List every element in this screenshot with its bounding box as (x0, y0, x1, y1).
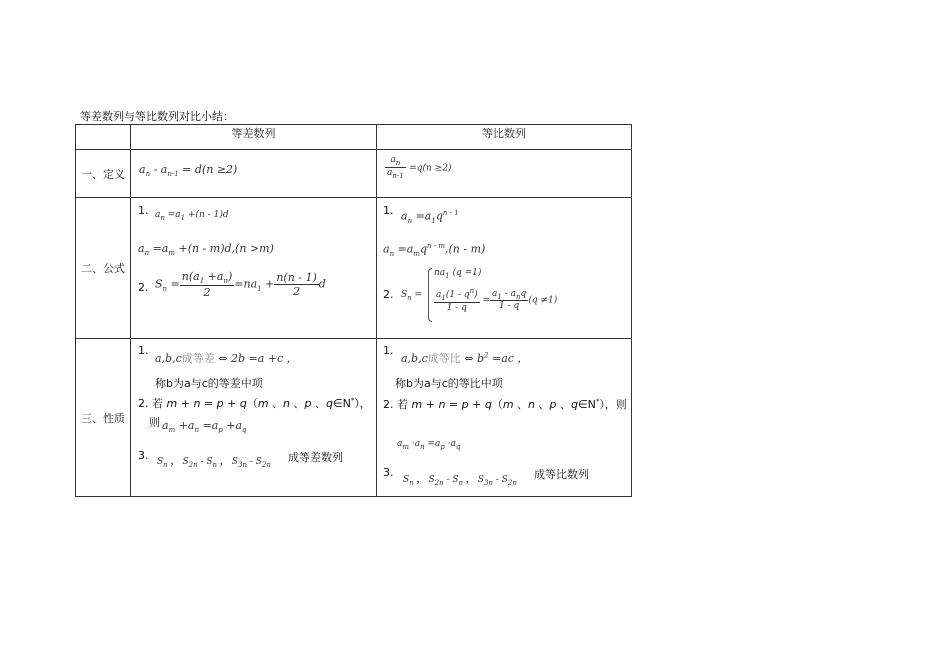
arith-property-1-number: 1. (138, 344, 149, 357)
geo-general-term-m: $a_n =a_mq^{n - m},(n - m)$ (383, 242, 486, 258)
arith-middle-term-note: 称b为a与c的等差中项 (155, 377, 263, 390)
formula-label: 二、公式 (76, 198, 131, 339)
definition-label: 一、定义 (76, 150, 131, 198)
header-geometric: 等比数列 (377, 125, 632, 150)
geo-middle-term-rule: a,b,c成等比 ⇔ $b^2 =ac$ ， (401, 351, 529, 365)
arith-general-term: $a_n =a_1 +(n - 1)d$ (155, 210, 229, 222)
arith-sum-formula: $S_n$ = $\frac{n(a_1 +a_n)}{2}$ $=na_1$ + $\frac{n(n - 1)}{2}$ d (155, 270, 326, 300)
definition-arithmetic-cell (131, 150, 377, 198)
geo-sum-symbol: $S_n$ = (401, 290, 423, 302)
header-arithmetic: 等差数列 (131, 125, 377, 150)
geo-property-3-number: 3. (383, 466, 394, 479)
geo-middle-term-note: 称b为a与c的等比中项 (395, 377, 503, 390)
geo-partial-sums: $S_n$ ， $S_{2n} - S_n$ ， $S_{3n} - S_{2n}$ (403, 475, 517, 487)
arith-property-3-number: 3. (138, 449, 149, 462)
geo-property-2: 2. 若 m + n = p + q（m 、n 、p 、q∈N*），则 (383, 397, 627, 411)
geo-sum-case-1: $na_1$ (q =1) (434, 268, 482, 280)
piecewise-brace (428, 268, 432, 322)
geo-partial-sums-suffix: 成等比数列 (534, 468, 589, 481)
geo-formula-2-number: 2. (383, 288, 394, 301)
formula-geometric-cell (377, 198, 632, 339)
document-title: 等差数列与等比数列对比小结： (80, 110, 234, 123)
property-row (76, 339, 632, 497)
arith-general-term-m: $a_n =a_m +(n - m)d,(n >m)$ (138, 242, 274, 258)
arith-formula-1-number: 1. (138, 204, 149, 217)
arith-partial-sums: $S_n$ ， $S_{2n} - S_n$ ， $S_{3n} - S_{2n}$ (157, 457, 271, 469)
arith-definition-formula: $a_n - a_{n-1} = d(n \ge 2)$ (139, 163, 238, 179)
arith-property-2-then: 则 (149, 416, 160, 429)
geo-sum-case-2: $\frac{a_1(1 - q^n)}{1 - q}$ = $\frac{a_1 - a_nq}{1 - q}$ (q ≠1) (436, 287, 558, 313)
arith-partial-sums-suffix: 成等差数列 (288, 451, 343, 464)
comparison-table (75, 124, 632, 497)
header-empty-cell (76, 125, 131, 150)
arith-formula-2-number: 2. (138, 281, 149, 294)
arith-index-sum-formula: $a_m +a_n =a_p +a_q$ (162, 419, 247, 435)
arith-property-2: 2. 若 m + n = p + q（m 、n 、p 、q∈N*）， (138, 396, 371, 410)
geo-general-term: $a_n =a_1q^{n - 1}$ (401, 209, 459, 225)
formula-arithmetic-cell (131, 198, 377, 339)
property-label: 三、性质 (76, 339, 131, 497)
geo-property-1-number: 1. (383, 344, 394, 357)
geo-definition-formula: $\frac{a_n}{a_{n-1}}$ =q(n ≥2) (387, 155, 452, 180)
definition-row (76, 150, 632, 198)
property-geometric-cell (377, 339, 632, 497)
geo-formula-1-number: 1. (383, 204, 394, 217)
arith-middle-term-rule: a,b,c成等差 ⇔ 2b =a +c ， (155, 352, 298, 365)
geo-index-product-formula: $a_m \cdot a_n =a_p \cdot a_q$ (397, 439, 461, 451)
definition-geometric-cell (377, 150, 632, 198)
formula-row (76, 198, 632, 339)
property-arithmetic-cell (131, 339, 377, 497)
header-row (76, 125, 632, 150)
